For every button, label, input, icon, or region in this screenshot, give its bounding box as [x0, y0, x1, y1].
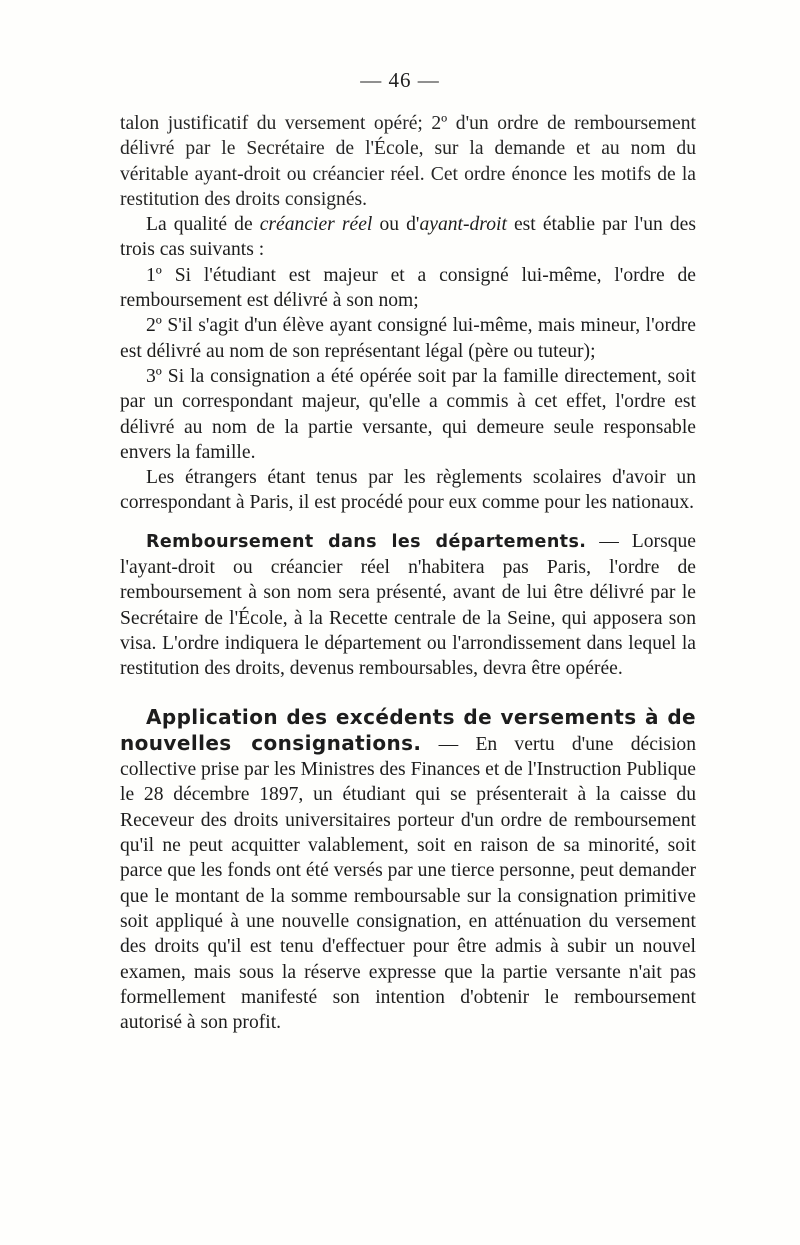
case-2: 2º S'il s'agit d'un élève ayant consigné lui-même, mais mineur, l'ordre est délivré au nom de son représentant légal (père ou tuteur); [120, 315, 696, 362]
section-body-departements: Lorsque l'ayant-droit ou créancier réel n'habitera pas Paris, l'ordre de remboursement à son nom sera présenté, avant de lui être délivré par le Secrétaire de l'École, à la Recette centrale de la Seine, qui apposera son visa. L'ordre indiquera le département ou l'arrondissement dans lequel la restitution des droits, devenus remboursables, devra être opérée. [120, 530, 696, 680]
paragraph-etrangers: Les étrangers étant tenus par les règlements scolaires d'avoir un correspondant à Paris, il est procédé pour eux comme pour les nationaux. [120, 467, 696, 514]
term-ayant-droit: ayant-droit [419, 214, 507, 236]
paragraph-qualite-text-3: est établie par l'un des trois cas suivants : [120, 214, 696, 261]
paragraph-qualite-text-2: ou d' [372, 214, 420, 236]
section-dash-departements: — [586, 530, 632, 552]
paragraph-qualite [120, 212, 696, 263]
paragraph-qualite-text-1: La qualité de [146, 214, 260, 236]
page-number: — 46 — [360, 68, 440, 92]
section-application [120, 705, 696, 1036]
case-1: 1º Si l'étudiant est majeur et a consigné lui-même, l'ordre de remboursement est délivré à son nom; [120, 264, 696, 312]
section-dash-application: — [421, 733, 476, 755]
section-heading-application: Application des excédents de versements à de nouvelles consignations. [120, 704, 696, 755]
section-body-application: En vertu d'une décision collective prise par les Ministres des Finances et de l'Instruction Publique le 28 décembre 1897, un étudiant qui se présenterait à la caisse du Receveur des droits universitaires porteur d'un ordre de remboursement qu'il ne peut acquitter valablement, soit en raison de sa minorité, soit parce que les fonds ont été versés par une tierce personne, peut demander que le montant de la somme remboursable sur la consignation primitive soit appliqué à une nouvelle consignation, en atténuation du versement des droits qu'il est tenu d'effectuer pour être admis à subir un nouvel examen, mais sous la réserve expresse que la partie versante n'ait pas formellement manifesté son intention d'obtenir le remboursement autorisé à son profit. [120, 733, 697, 1034]
term-creancier-reel: créancier réel [259, 214, 373, 236]
case-3: 3º Si la consignation a été opérée soit par la famille directement, soit par un correspondant majeur, qu'elle a commis à cet effet, l'ordre est délivré au nom de la partie versante, qui demeure seule responsable envers la famille. [120, 365, 696, 463]
page-body [120, 111, 696, 1035]
section-departements [120, 529, 696, 682]
section-heading-departements: Remboursement dans les départements. [146, 531, 587, 552]
paragraph-continuation: talon justificatif du versement opéré; 2º d'un ordre de remboursement délivré par le Secrétaire de l'École, sur la demande et au nom du véritable ayant-droit ou créancier réel. Cet ordre énonce les motifs de la restitution des droits consignés. [120, 113, 696, 210]
